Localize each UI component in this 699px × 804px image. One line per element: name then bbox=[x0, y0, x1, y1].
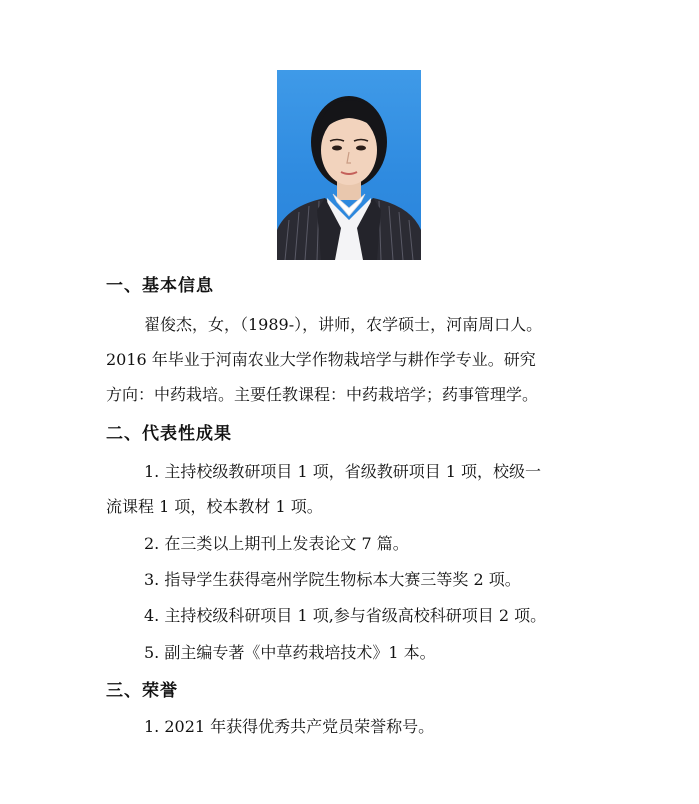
section-heading-basic-info: 一、基本信息 bbox=[106, 276, 214, 296]
achievement-item-4: 4. 主持校级科研项目 1 项,参与省级高校科研项目 2 项。 bbox=[144, 606, 547, 625]
achievement-item-1-line-1: 1. 主持校级教研项目 1 项，省级教研项目 1 项，校级一 bbox=[144, 462, 542, 481]
portrait-photo bbox=[277, 70, 421, 260]
achievement-item-3: 3. 指导学生获得亳州学院生物标本大赛三等奖 2 项。 bbox=[144, 570, 521, 589]
achievement-item-1-line-2: 流课程 1 项，校本教材 1 项。 bbox=[106, 497, 323, 516]
basic-info-line-3: 方向：中药栽培。主要任教课程：中药栽培学；药事管理学。 bbox=[106, 385, 539, 404]
basic-info-line-2: 2016 年毕业于河南农业大学作物栽培学与耕作学专业。研究 bbox=[106, 350, 536, 369]
section-heading-honors: 三、荣誉 bbox=[106, 681, 178, 701]
achievement-item-5: 5. 副主编专著《中草药栽培技术》1 本。 bbox=[144, 643, 436, 662]
basic-info-line-1: 翟俊杰，女，（1989-），讲师，农学硕士，河南周口人。 bbox=[144, 315, 543, 334]
section-heading-achievements: 二、代表性成果 bbox=[106, 424, 232, 444]
portrait-illustration bbox=[277, 70, 421, 260]
honor-item-1: 1. 2021 年获得优秀共产党员荣誉称号。 bbox=[144, 717, 435, 736]
achievement-item-2: 2. 在三类以上期刊上发表论文 7 篇。 bbox=[144, 534, 409, 553]
